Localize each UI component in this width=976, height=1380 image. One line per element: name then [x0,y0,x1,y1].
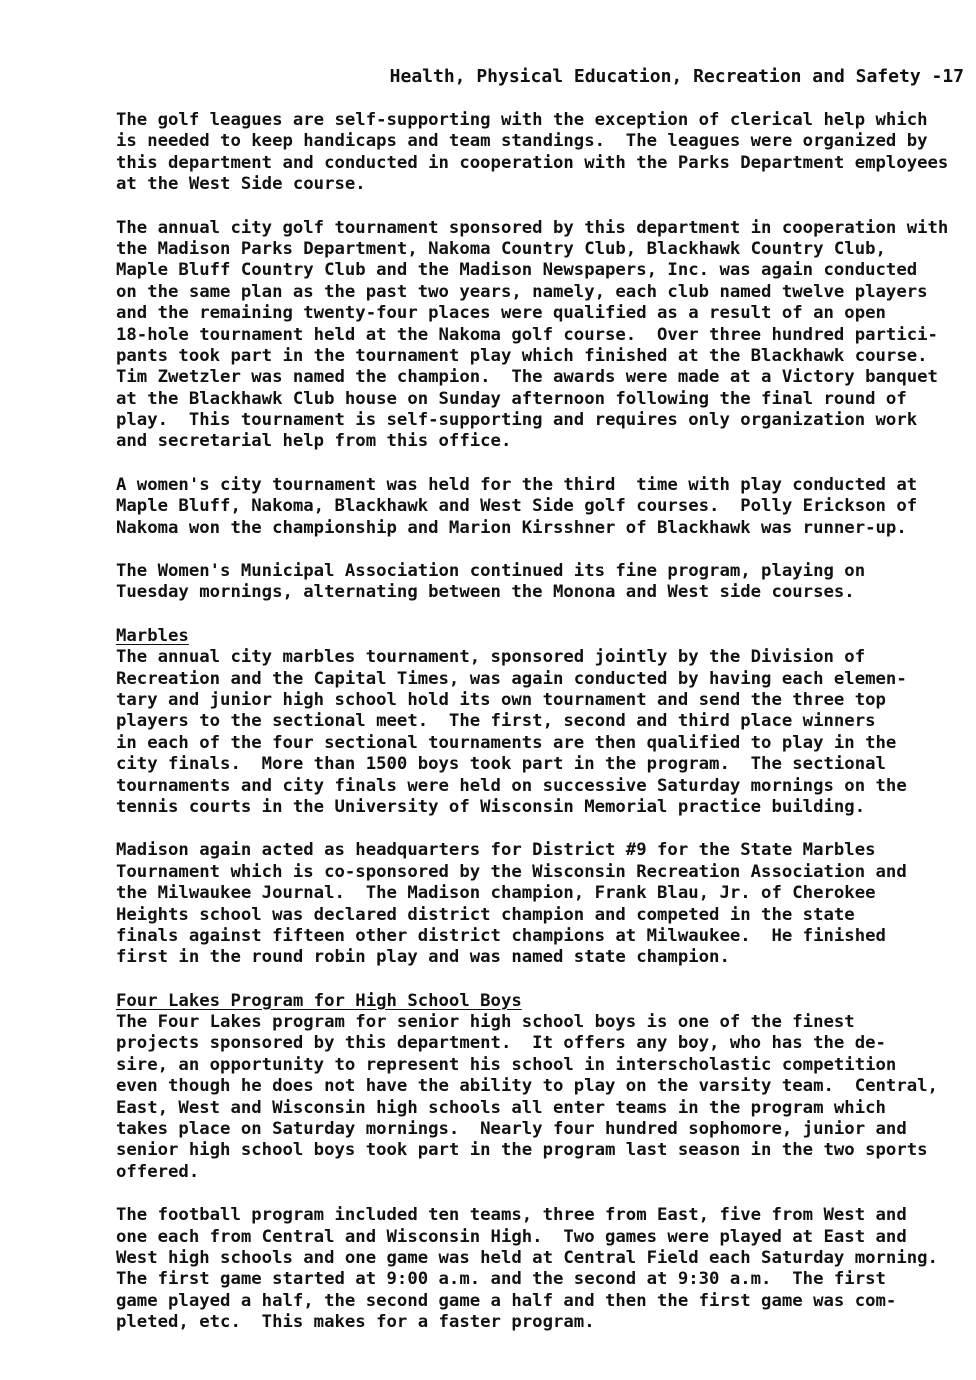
text-line: play. This tournament is self-supporting and requires only organization work [116,410,918,431]
text-line: Nakoma won the championship and Marion Kirsshner of Blackhawk was runner-up. [116,517,907,538]
text-line: the Milwaukee Journal. The Madison champion, Frank Blau, Jr. of Cherokee [116,883,876,904]
paragraph-spacer [116,969,976,991]
marbles-paragraph [116,647,976,818]
text-line: senior high school boys took part in the program last season in the two sports [116,1140,928,1161]
text-line: Madison again acted as headquarters for District #9 for the State Marbles [116,840,876,861]
text-line: Heights school was declared district champion and competed in the state [116,904,855,925]
text-line: takes place on Saturday mornings. Nearly four hundred sophomore, junior and [116,1119,907,1140]
text-line: offered. [116,1161,200,1182]
text-line: Tuesday mornings, alternating between the Monona and West side courses. [116,582,855,603]
text-line: 18-hole tournament held at the Nakoma golf course. Over three hundred partici- [116,324,938,345]
running-head: Health, Physical Education, Recreation and Safety -17 [389,66,964,87]
paragraph-spacer [116,196,976,218]
golf-paragraph [116,475,976,539]
marbles-paragraph [116,840,976,968]
text-line: West high schools and one game was held at Central Field each Saturday morning. [116,1247,938,1268]
text-line: tournaments and city finals were held on successive Saturday mornings on the [116,775,907,796]
paragraph-spacer [116,604,976,626]
text-line: is needed to keep handicaps and team standings. The leagues were organized by [116,131,928,152]
four-lakes-paragraph [116,1012,976,1183]
body-text [116,110,976,1334]
text-line: Tim Zwetzler was named the champion. The awards were made at a Victory banquet [116,367,938,388]
text-line: players to the sectional meet. The first, second and third place winners [116,711,876,732]
text-line: sire, an opportunity to represent his school in interscholastic competition [116,1054,897,1075]
text-line: in each of the four sectional tournaments are then qualified to play in the [116,732,897,753]
text-line: first in the round robin play and was named state champion. [116,947,730,968]
golf-paragraph [116,110,976,196]
text-line: The Women's Municipal Association continued its fine program, playing on [116,561,866,582]
text-line: one each from Central and Wisconsin High. Two games were played at East and [116,1226,907,1247]
text-line: The Four Lakes program for senior high school boys is one of the finest [116,1012,855,1033]
text-line: Maple Bluff, Nakoma, Blackhawk and West Side golf courses. Polly Erickson of [116,496,918,517]
text-line: at the West Side course. [116,174,366,195]
four-lakes-heading: Four Lakes Program for High School Boys [116,990,522,1011]
text-line: A women's city tournament was held for the third time with play conducted at [116,474,918,495]
text-line: The annual city golf tournament sponsored by this department in cooperation with [116,217,949,238]
four-lakes-paragraph [116,1205,976,1333]
text-line: even though he does not have the ability to play on the varsity team. Central, [116,1076,938,1097]
paragraph-spacer [116,818,976,840]
text-line: the Madison Parks Department, Nakoma Country Club, Blackhawk Country Club, [116,238,886,259]
text-line: finals against fifteen other district champions at Milwaukee. He finished [116,925,886,946]
text-line: tennis courts in the University of Wisconsin Memorial practice building. [116,796,866,817]
paragraph-spacer [116,1183,976,1205]
text-line: East, West and Wisconsin high schools all enter teams in the program which [116,1097,886,1118]
paragraph-spacer [116,453,976,475]
text-line: tary and junior high school hold its own tournament and send the three top [116,689,886,710]
text-line: projects sponsored by this department. It offers any boy, who has the de- [116,1033,886,1054]
marbles-heading: Marbles [116,625,189,646]
paragraph-spacer [116,539,976,561]
text-line: this department and conducted in cooperation with the Parks Department employees [116,152,949,173]
text-line: Recreation and the Capital Times, was again conducted by having each elemen- [116,668,907,689]
text-line: and the remaining twenty-four places were qualified as a result of an open [116,303,886,324]
golf-paragraph [116,561,976,604]
text-line: game played a half, the second game a half and then the first game was com- [116,1290,897,1311]
text-line: The football program included ten teams, three from East, five from West and [116,1205,907,1226]
text-line: The annual city marbles tournament, sponsored jointly by the Division of [116,647,866,668]
text-line: and secretarial help from this office. [116,431,512,452]
golf-paragraph [116,218,976,453]
text-line: pleted, etc. This makes for a faster program. [116,1312,595,1333]
text-line: pants took part in the tournament play which finished at the Blackhawk course. [116,345,928,366]
text-line: on the same plan as the past two years, namely, each club named twelve players [116,281,928,302]
text-line: city finals. More than 1500 boys took part in the program. The sectional [116,754,886,775]
text-line: The first game started at 9:00 a.m. and the second at 9:30 a.m. The first [116,1269,886,1290]
text-line: Maple Bluff Country Club and the Madison Newspapers, Inc. was again conducted [116,260,918,281]
text-line: The golf leagues are self-supporting with the exception of clerical help which [116,110,928,130]
text-line: Tournament which is co-sponsored by the Wisconsin Recreation Association and [116,861,907,882]
text-line: at the Blackhawk Club house on Sunday afternoon following the final round of [116,388,907,409]
